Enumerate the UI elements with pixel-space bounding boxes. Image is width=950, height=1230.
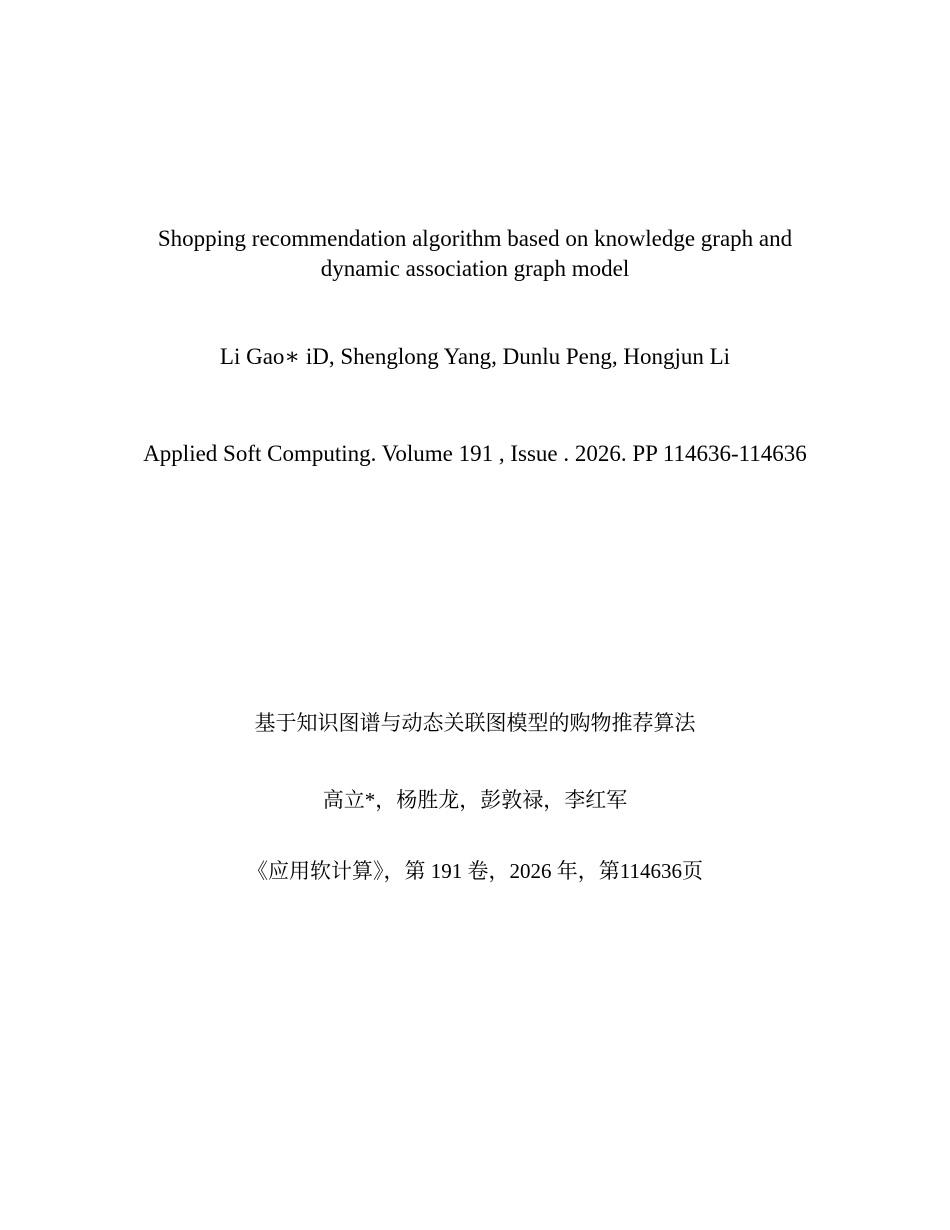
- english-title-line-1: Shopping recommendation algorithm based on knowledge graph and: [157, 226, 793, 251]
- english-citation: Applied Soft Computing. Volume 191 , Issue . 2026. PP 114636-114636: [143, 441, 807, 466]
- chinese-authors: 高立*，杨胜龙，彭敦禄，李红军: [322, 788, 628, 812]
- english-authors: Li Gao∗ iD, Shenglong Yang, Dunlu Peng, Hongjun Li: [219, 344, 731, 369]
- english-title: [0, 224, 950, 284]
- chinese-title: 基于知识图谱与动态关联图模型的购物推荐算法: [254, 711, 696, 735]
- chinese-citation: 《应用软计算》，第 191 卷，2026 年，第114636页: [247, 859, 703, 883]
- english-title-line-2: dynamic association graph model: [320, 256, 630, 281]
